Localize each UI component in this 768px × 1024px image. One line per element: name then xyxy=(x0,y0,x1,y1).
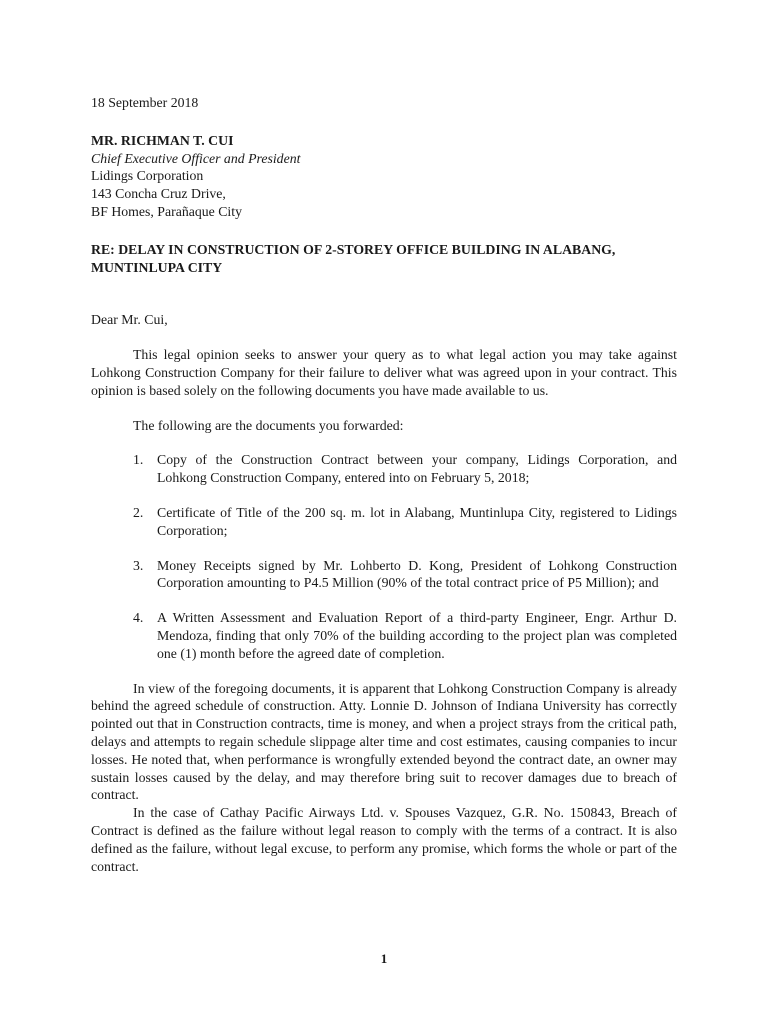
list-item-text: A Written Assessment and Evaluation Report of a third-party Engineer, Engr. Arthur D. Mendoza, finding that only 70% of the building according to the project plan was completed one (1) month before the agreed date of completion. xyxy=(157,610,677,661)
subject-line: RE: DELAY IN CONSTRUCTION OF 2-STOREY OFFICE BUILDING IN ALABANG, MUNTINLUPA CITY xyxy=(91,241,616,275)
list-item-text: Certificate of Title of the 200 sq. m. lot in Alabang, Muntinlupa City, registered to Lidings Corporation; xyxy=(157,504,677,538)
list-item-number: 1. xyxy=(133,452,144,468)
intro-paragraph: This legal opinion seeks to answer your query as to what legal action you may take against Lohkong Construction Company for their failure to deliver what was agreed upon in your contract. This opinion is based solely on the following documents you have made available to us. xyxy=(91,347,677,398)
letter-date: 18 September 2018 xyxy=(91,95,199,110)
list-item-number: 3. xyxy=(133,557,144,573)
recipient-name: MR. RICHMAN T. CUI xyxy=(91,132,234,148)
letter-body xyxy=(91,94,677,875)
salutation: Dear Mr. Cui, xyxy=(91,312,168,328)
list-item xyxy=(91,557,677,593)
recipient-address-line2: BF Homes, Parañaque City xyxy=(91,203,242,219)
analysis-paragraph: In view of the foregoing documents, it is apparent that Lohkong Construction Company is already behind the agreed schedule of construction. Atty. Lonnie D. Johnson of Indiana University has correctly pointed out that in Construction contracts, time is money, and when a project strays from the critical path, delays and attempts to regain schedule slippage alter time and cost estimates, causing companies to incur losses. He noted that, when performance is wrongfully extended beyond the contract date, an owner may sustain losses caused by the delay, and may therefore bring suit to recover damages due to breach of contract. xyxy=(91,680,677,803)
page-number: 1 xyxy=(380,951,388,966)
list-item-number: 4. xyxy=(133,610,144,626)
list-item-text: Copy of the Construction Contract between your company, Lidings Corporation, and Lohkong Construction Company, entered into on February 5, 2018; xyxy=(157,452,677,486)
list-item xyxy=(91,609,677,662)
recipient-block xyxy=(91,132,677,221)
recipient-address-line1: 143 Concha Cruz Drive, xyxy=(91,186,226,202)
recipient-title: Chief Executive Officer and President xyxy=(91,150,301,166)
documents-list xyxy=(91,451,677,662)
list-item xyxy=(91,504,677,540)
list-item-number: 2. xyxy=(133,504,144,520)
recipient-company: Lidings Corporation xyxy=(91,168,204,184)
list-item xyxy=(91,451,677,487)
case-paragraph: In the case of Cathay Pacific Airways Ltd. v. Spouses Vazquez, G.R. No. 150843, Breach of Contract is defined as the failure without legal reason to comply with the terms of a contract. It is also defined as the failure, without legal excuse, to perform any promise, which forms the whole or part of the contract. xyxy=(91,805,677,874)
documents-intro: The following are the documents you forwarded: xyxy=(133,417,404,433)
list-item-text: Money Receipts signed by Mr. Lohberto D. Kong, President of Lohkong Construction Corporation amounting to P4.5 Million (90% of the total contract price of P5 Million); and xyxy=(157,557,677,591)
